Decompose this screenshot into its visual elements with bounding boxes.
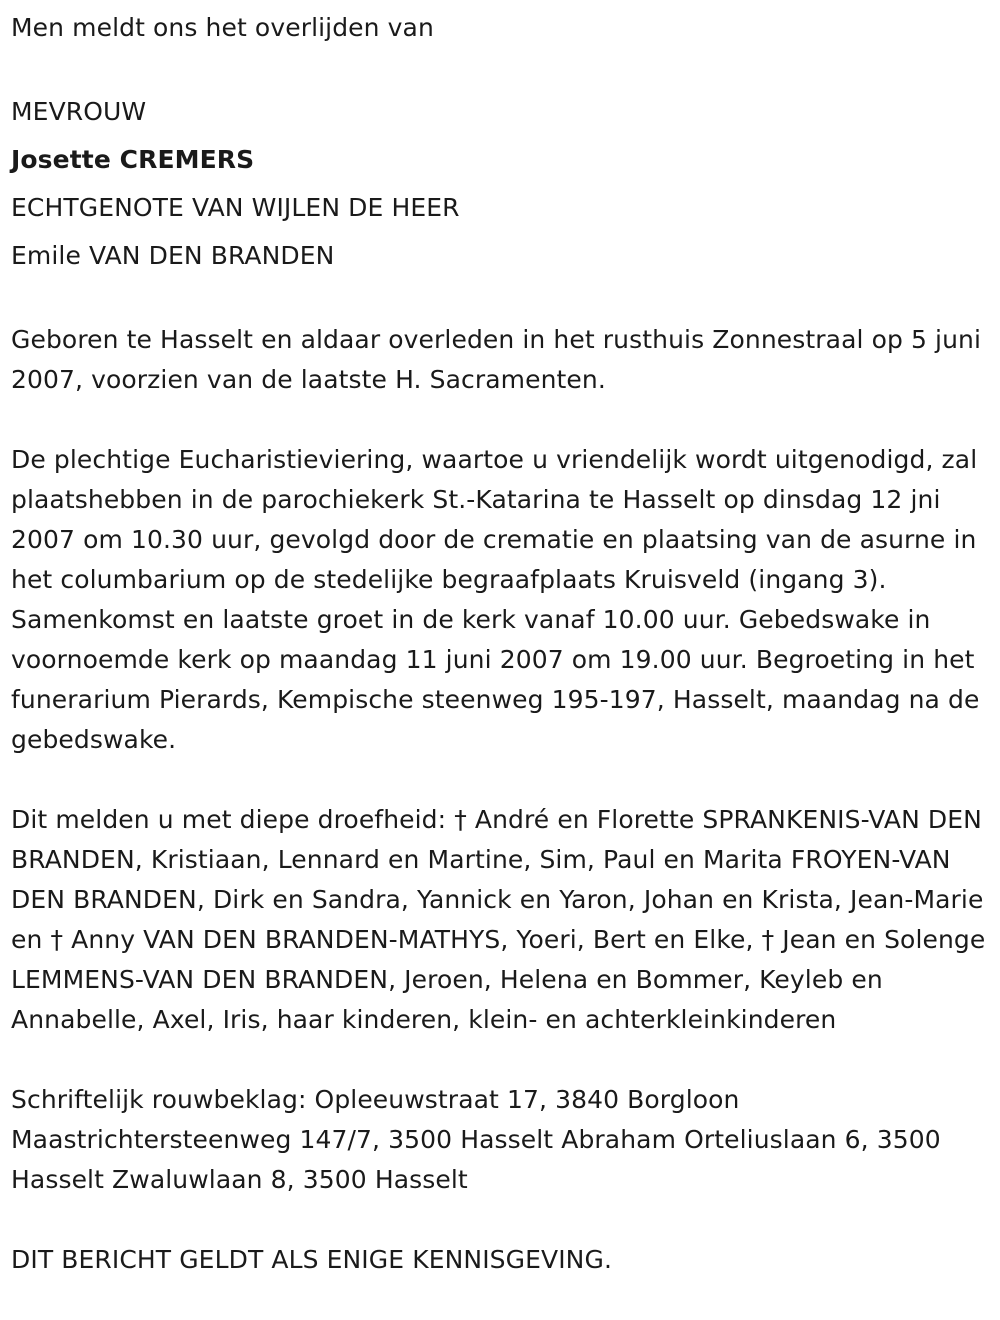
salutation: MEVROUW [11, 97, 147, 126]
spacer [11, 760, 989, 800]
condolences-paragraph: Schriftelijk rouwbeklag: Opleeuwstraat 17, 3840 Borgloon Maastrichtersteenweg 147/7, 3500 Hasselt Abraham Orteliuslaan 6, 3500 Hasselt Zwaluwlaan 8, 3500 Hasselt [11, 1085, 941, 1194]
closing-statement: DIT BERICHT GELDT ALS ENIGE KENNISGEVING. [11, 1245, 612, 1274]
spacer [11, 1040, 989, 1080]
ceremony-paragraph: De plechtige Eucharistieviering, waartoe u vriendelijk wordt uitgenodigd, zal plaatshebben in de parochiekerk St.-Katarina te Hasselt op dinsdag 12 jni 2007 om 10.30 uur, gevolgd door de crematie en plaatsing van de asurne in het columbarium op de stedelijke begraafplaats Kruisveld (ingang 3). Samenkomst en laatste groet in de kerk vanaf 10.00 uur. Gebedswake in voornoemde kerk op maandag 11 juni 2007 om 19.00 uur. Begroeting in het funerarium Pierards, Kempische steenweg 195-197, Hasselt, maandag na de gebedswake. [11, 445, 980, 754]
spacer [11, 280, 989, 320]
intro-text: Men meldt ons het overlijden van [11, 13, 434, 42]
spacer [11, 400, 989, 440]
spacer [11, 48, 989, 88]
relation-text: ECHTGENOTE VAN WIJLEN DE HEER [11, 193, 460, 222]
spouse-name: Emile VAN DEN BRANDEN [11, 241, 335, 270]
deceased-name: Josette CREMERS [11, 145, 255, 174]
spacer [11, 1200, 989, 1240]
birth-death-paragraph: Geboren te Hasselt en aldaar overleden in het rusthuis Zonnestraal op 5 juni 2007, voorzien van de laatste H. Sacramenten. [11, 325, 982, 394]
family-paragraph: Dit melden u met diepe droefheid: † André en Florette SPRANKENIS-VAN DEN BRANDEN, Kristiaan, Lennard en Martine, Sim, Paul en Marita FROYEN-VAN DEN BRANDEN, Dirk en Sandra, Yannick en Yaron, Johan en Krista, Jean-Marie en † Anny VAN DEN BRANDEN-MATHYS, Yoeri, Bert en Elke, † Jean en Solenge LEMMENS-VAN DEN BRANDEN, Jeroen, Helena en Bommer, Keyleb en Annabelle, Axel, Iris, haar kinderen, klein- en achterkleinkinderen [11, 805, 986, 1034]
